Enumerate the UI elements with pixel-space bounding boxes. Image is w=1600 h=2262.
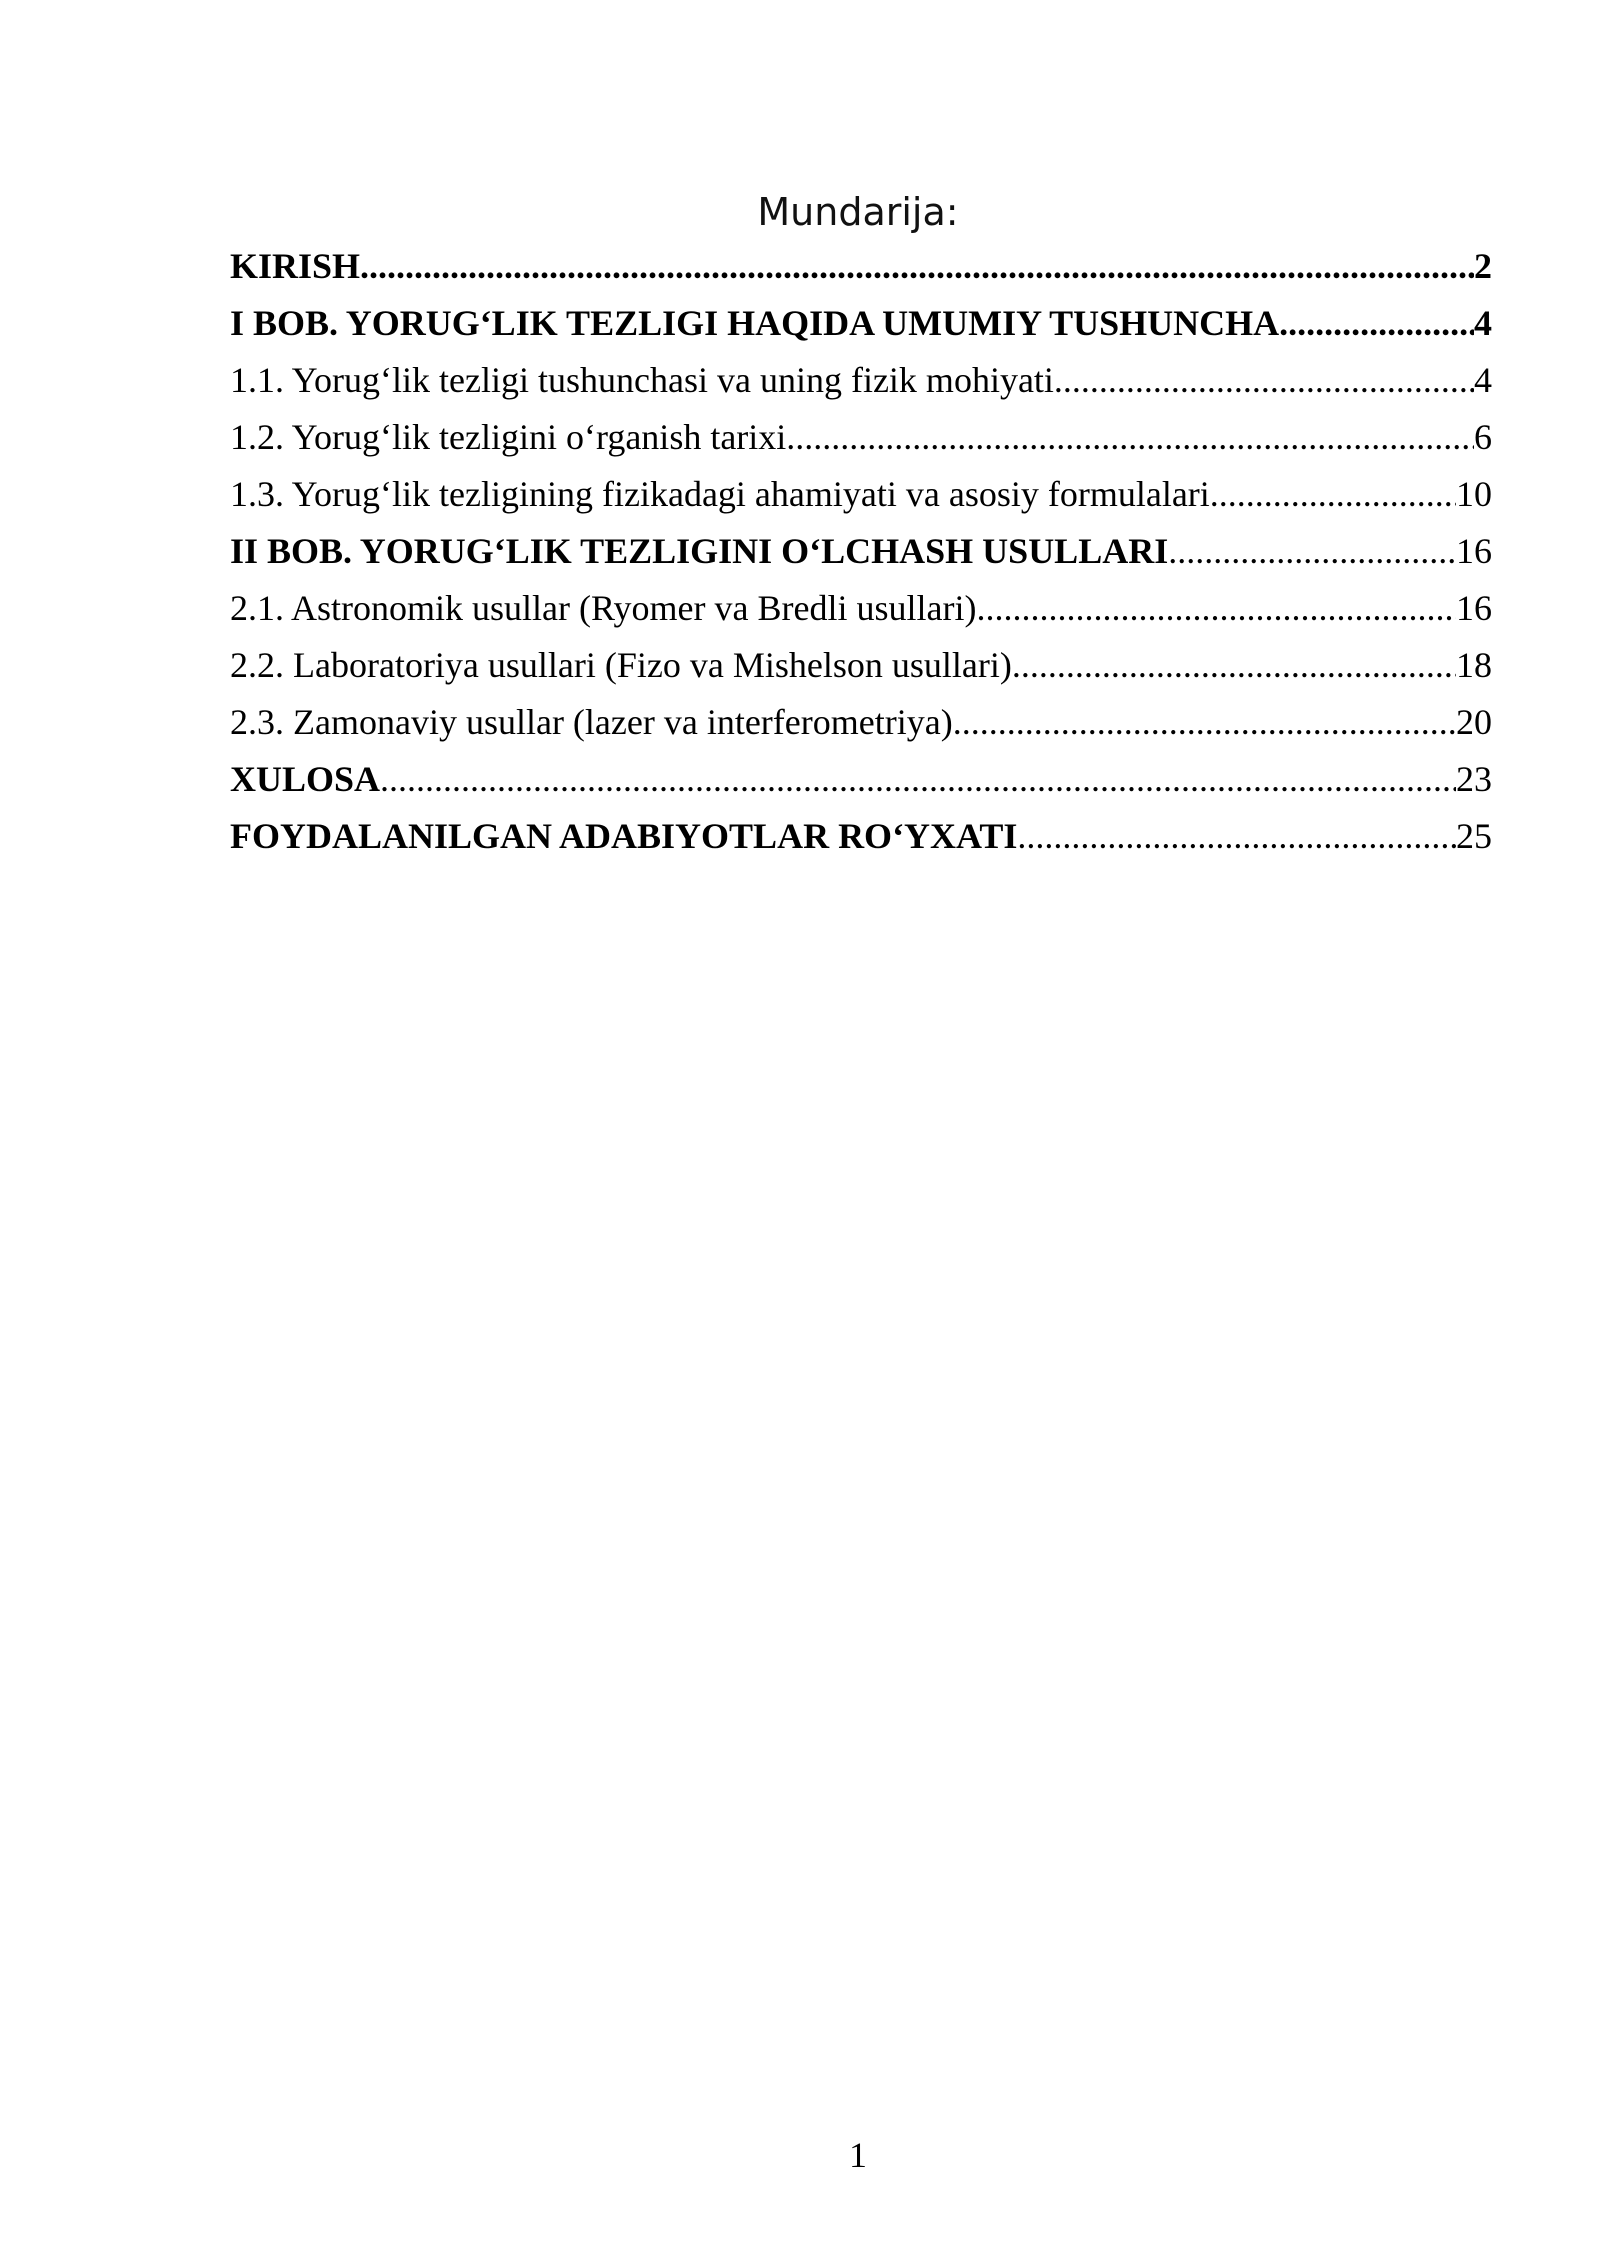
- toc-entry-page: 25: [1456, 816, 1492, 856]
- table-of-contents: [230, 238, 1492, 865]
- toc-entry-title: FOYDALANILGAN ADABIYOTLAR RO‘YXATI: [230, 816, 1018, 856]
- page-number: 1: [849, 2135, 867, 2175]
- toc-entry-references: [230, 808, 1492, 865]
- toc-entry-section-2-3: [230, 694, 1492, 751]
- toc-dot-leader: [1017, 808, 1456, 865]
- toc-entry-page: 20: [1456, 702, 1492, 742]
- toc-dot-leader: [1210, 466, 1456, 523]
- toc-entry-title: KIRISH: [230, 246, 361, 286]
- toc-entry-title: 2.3. Zamonaviy usullar (lazer va interferometriya): [230, 702, 953, 742]
- toc-dot-leader: [1168, 523, 1456, 580]
- toc-entry-section-2-2: [230, 637, 1492, 694]
- toc-entry-title: 2.1. Astronomik usullar (Ryomer va Bredli usullari): [230, 588, 977, 628]
- toc-entry-title: 1.1. Yorug‘lik tezligi tushunchasi va uning fizik mohiyati: [230, 360, 1054, 400]
- toc-dot-leader: [1012, 637, 1456, 694]
- toc-entry-page: 6: [1474, 417, 1492, 457]
- toc-dot-leader: [976, 580, 1456, 637]
- toc-dot-leader: [953, 694, 1456, 751]
- toc-entry-title: 1.2. Yorug‘lik tezligini o‘rganish tarixi: [230, 417, 787, 457]
- toc-entry-title: XULOSA: [230, 759, 381, 799]
- toc-entry-title: 1.3. Yorug‘lik tezligining fizikadagi ahamiyati va asosiy formulalari: [230, 474, 1210, 514]
- toc-entry-kirish: [230, 238, 1492, 295]
- toc-entry-xulosa: [230, 751, 1492, 808]
- toc-heading: Mundarija:: [757, 190, 959, 234]
- toc-entry-page: 4: [1474, 303, 1492, 343]
- toc-entry-section-1-1: [230, 352, 1492, 409]
- toc-entry-title: II BOB. YORUG‘LIK TEZLIGINI O‘LCHASH USULLARI: [230, 531, 1169, 571]
- toc-entry-chapter-1: [230, 295, 1492, 352]
- toc-entry-title: I BOB. YORUG‘LIK TEZLIGI HAQIDA UMUMIY TUSHUNCHA: [230, 303, 1280, 343]
- toc-entry-section-1-2: [230, 409, 1492, 466]
- toc-dot-leader: [380, 751, 1456, 808]
- toc-entry-page: 16: [1456, 531, 1492, 571]
- toc-dot-leader: [1279, 295, 1474, 352]
- toc-entry-page: 18: [1456, 645, 1492, 685]
- toc-entry-section-2-1: [230, 580, 1492, 637]
- toc-entry-chapter-2: [230, 523, 1492, 580]
- toc-entry-page: 16: [1456, 588, 1492, 628]
- toc-dot-leader: [786, 409, 1474, 466]
- toc-dot-leader: [1054, 352, 1474, 409]
- toc-entry-page: 4: [1474, 360, 1492, 400]
- toc-entry-title: 2.2. Laboratoriya usullari (Fizo va Mishelson usullari): [230, 645, 1012, 685]
- toc-dot-leader: [360, 238, 1474, 295]
- toc-entry-section-1-3: [230, 466, 1492, 523]
- toc-entry-page: 2: [1474, 246, 1492, 286]
- toc-entry-page: 10: [1456, 474, 1492, 514]
- toc-entry-page: 23: [1456, 759, 1492, 799]
